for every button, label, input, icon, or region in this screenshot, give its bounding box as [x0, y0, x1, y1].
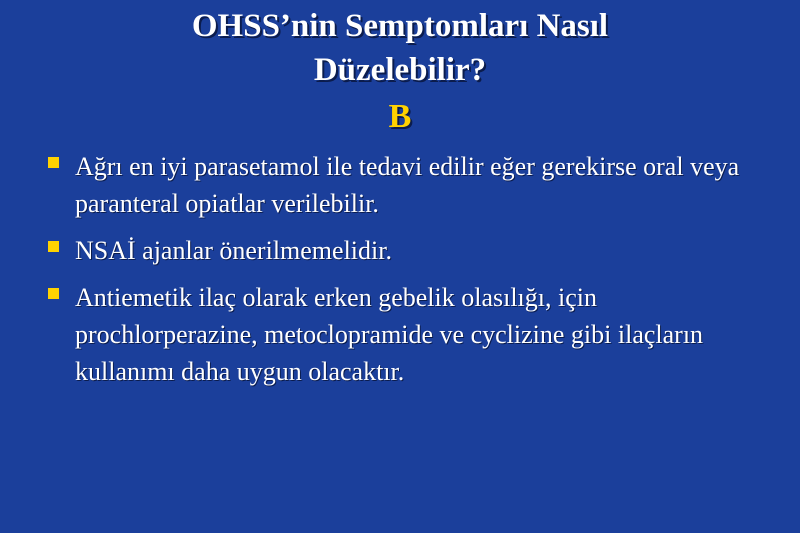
slide-subtitle: B [388, 98, 412, 135]
bullet-item-3 [48, 279, 768, 390]
bullet-text-1: Ağrı en iyi parasetamol ile tedavi edilir eğer gerekirse oral veya paranteral opiatlar verilebilir. [75, 152, 740, 218]
square-bullet-icon [48, 288, 59, 299]
bullet-item-2 [48, 232, 768, 269]
bullet-item-1 [48, 148, 768, 222]
slide-title [0, 4, 800, 92]
bullet-list [48, 148, 768, 400]
slide-title-line-2: Düzelebilir? [313, 52, 487, 88]
bullet-text-3: Antiemetik ilaç olarak erken gebelik olasılığı, için prochlorperazine, metoclopramide ve cyclizine gibi ilaçların kullanımı daha uygun olacaktır. [75, 283, 704, 386]
slide-title-line-1: OHSS’nin Semptomları Nasıl [191, 8, 609, 44]
square-bullet-icon [48, 241, 59, 252]
square-bullet-icon [48, 157, 59, 168]
bullet-text-2: NSAİ ajanlar önerilmemelidir. [75, 236, 392, 265]
